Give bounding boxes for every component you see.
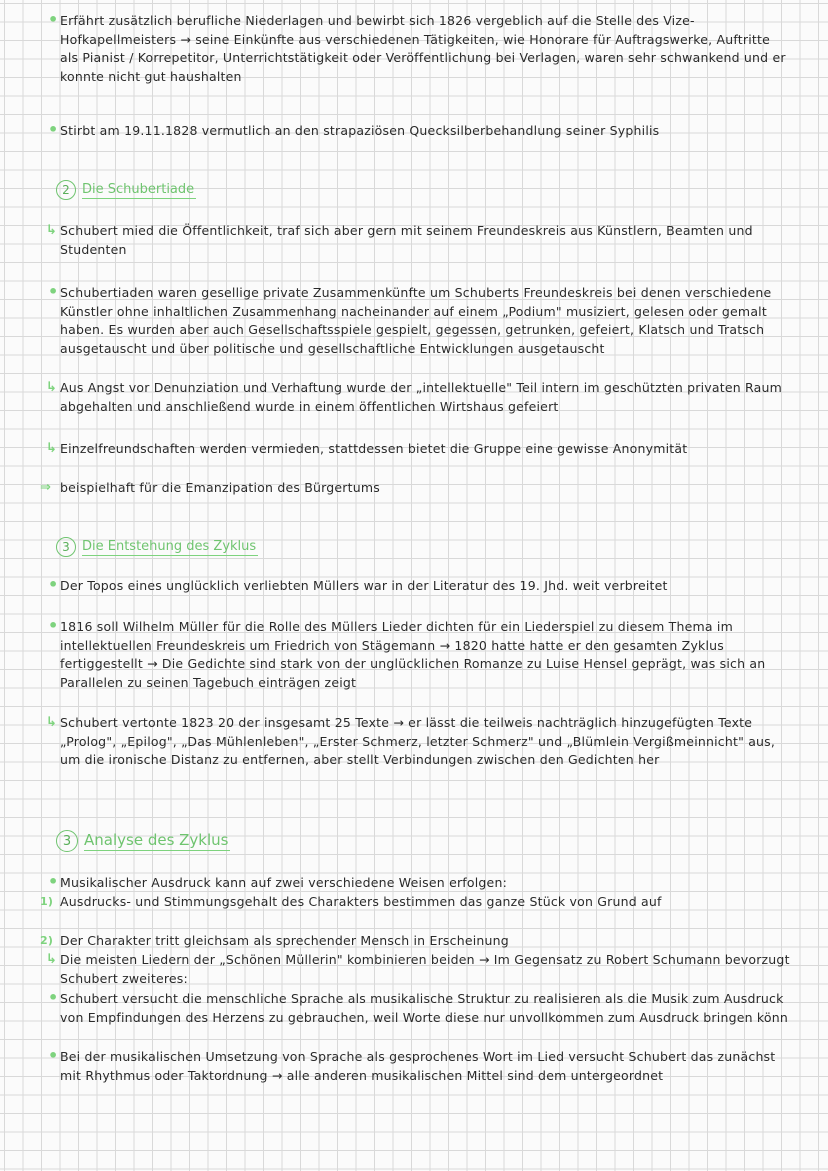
arrow-icon: ↳ xyxy=(46,223,58,238)
bullet-icon: • xyxy=(48,616,59,635)
note-text: Erfährt zusätzlich berufliche Niederlagen und bewirbt sich 1826 vergeblich auf die Stelle des Vize-Hofkapellmeisters → seine Einkünfte aus verschiedenen Tätigkeiten, wie Honorare für Auftragswerke, Auftritte als Pianist / Korrepetitor, Unterrichtstätigkeit oder Veröffentlichung bei Verlagen, waren sehr schwankend und er konnte nicht gut haushalten xyxy=(60,13,786,84)
bullet-icon: • xyxy=(48,282,59,301)
note-text: Der Topos eines unglücklich verliebten Müllers war in der Literatur des 19. Jhd. weit verbreitet xyxy=(60,578,668,593)
list-number: 1) xyxy=(40,895,54,908)
note-paragraph xyxy=(46,440,790,459)
note-text: Schubertiaden waren gesellige private Zusammenkünfte um Schuberts Freundeskreis bei denen verschiedene Künstler ohne inhaltlichen Zusammenhang nacheinander auf einem „Podium" musiziert, gelesen oder gemalt haben. Es wurden aber auch Gesellschaftsspiele gespielt, gegessen, getrunken, gefeiert, Klatsch und Tratsch ausgetauscht und über politische und gesellschaftliche Entwicklungen ausgetauscht xyxy=(60,285,772,356)
section-number: 3 xyxy=(56,830,78,852)
bullet-icon: • xyxy=(48,872,59,891)
section-heading xyxy=(56,830,230,852)
section-heading xyxy=(56,537,258,557)
section-heading xyxy=(56,180,196,200)
note-paragraph xyxy=(48,10,790,86)
note-paragraph xyxy=(46,379,790,416)
note-text: Bei der musikalischen Umsetzung von Sprache als gesprochenes Wort im Lied versucht Schubert das zunächst mit Rhythmus oder Taktordnung → alle anderen musikalischen Mittel sind dem untergeordnet xyxy=(60,1049,776,1083)
bullet-icon: • xyxy=(48,10,59,29)
note-paragraph xyxy=(46,714,790,770)
arrow-icon: ↳ xyxy=(46,380,58,395)
section-number: 3 xyxy=(56,537,76,557)
section-title: Die Schubertiade xyxy=(82,181,195,197)
note-paragraph xyxy=(46,951,790,988)
bullet-icon: • xyxy=(48,575,59,594)
note-paragraph xyxy=(40,932,790,951)
section-number: 2 xyxy=(56,180,76,200)
list-number: 2) xyxy=(40,934,54,947)
section-title: Die Entstehung des Zyklus xyxy=(82,538,257,554)
note-paragraph xyxy=(48,1046,790,1085)
arrow-icon: ↳ xyxy=(46,715,58,730)
arrow-icon: ↳ xyxy=(46,441,58,456)
arrow-icon: ↳ xyxy=(46,952,58,967)
note-text: Schubert vertonte 1823 20 der insgesamt 25 Texte → er lässt die teilweis nachträglich hinzugefügten Texte „Prolog", „Epilog", „Das Mühlenleben", „Erster Schmerz, letzter Schmerz" und „Blümlein Vergißmeinnicht" aus, um die ironische Distanz zu entfernen, aber stellt Verbindungen zwischen den Gedichten her xyxy=(60,715,776,767)
note-paragraph xyxy=(48,616,790,692)
note-text: beispielhaft für die Emanzipation des Bürgertums xyxy=(60,480,380,495)
section-title: Analyse des Zyklus xyxy=(84,831,229,849)
note-paragraph xyxy=(48,872,790,893)
bullet-icon: • xyxy=(48,1046,59,1065)
note-text: Der Charakter tritt gleichsam als sprechender Mensch in Erscheinung xyxy=(60,933,509,948)
note-paragraph xyxy=(40,893,790,912)
note-text: Schubert versucht die menschliche Sprache als musikalische Struktur zu realisieren als die Musik zum Ausdruck von Empfindungen des Herzens zu gebrauchen, weil Worte diese nur unvollkommen zum Ausdruck bringen könn xyxy=(60,991,788,1025)
note-paragraph xyxy=(48,120,790,141)
note-paragraph xyxy=(40,479,790,498)
implies-icon: ⇒ xyxy=(40,480,52,495)
bullet-icon: • xyxy=(48,120,59,139)
note-text: Aus Angst vor Denunziation und Verhaftung wurde der „intellektuelle" Teil intern im geschützten privaten Raum abgehalten und anschließend wurde in einem öffentlichen Wirtshaus gefeiert xyxy=(60,380,782,414)
note-paragraph xyxy=(46,222,790,259)
note-text: Schubert mied die Öffentlichkeit, traf sich aber gern mit seinem Freundeskreis aus Künstlern, Beamten und Studenten xyxy=(60,223,753,257)
note-text: Ausdrucks- und Stimmungsgehalt des Charakters bestimmen das ganze Stück von Grund auf xyxy=(60,894,662,909)
note-paragraph xyxy=(48,575,790,596)
note-text: 1816 soll Wilhelm Müller für die Rolle des Müllers Lieder dichten für ein Liederspiel zu diesem Thema im intellektuellen Freundeskreis um Friedrich von Stägemann → 1820 hatte hatte er den gesamten Zyklus fertiggestellt → Die Gedichte sind stark von der unglücklichen Romanze zu Luise Hensel geprägt, was sich an Parallelen zu seinen Tagebuch einträgen zeigt xyxy=(60,619,766,690)
note-paragraph xyxy=(48,282,790,358)
note-text: Musikalischer Ausdruck kann auf zwei verschiedene Weisen erfolgen: xyxy=(60,875,507,890)
bullet-icon: • xyxy=(48,988,59,1007)
note-text: Stirbt am 19.11.1828 vermutlich an den strapaziösen Quecksilberbehandlung seiner Syphilis xyxy=(60,123,660,138)
note-text: Die meisten Liedern der „Schönen Müllerin" kombinieren beiden → Im Gegensatz zu Robert Schumann bevorzugt Schubert zweiteres: xyxy=(60,952,790,986)
note-paragraph xyxy=(48,988,790,1027)
note-text: Einzelfreundschaften werden vermieden, stattdessen bietet die Gruppe eine gewisse Anonymität xyxy=(60,441,688,456)
